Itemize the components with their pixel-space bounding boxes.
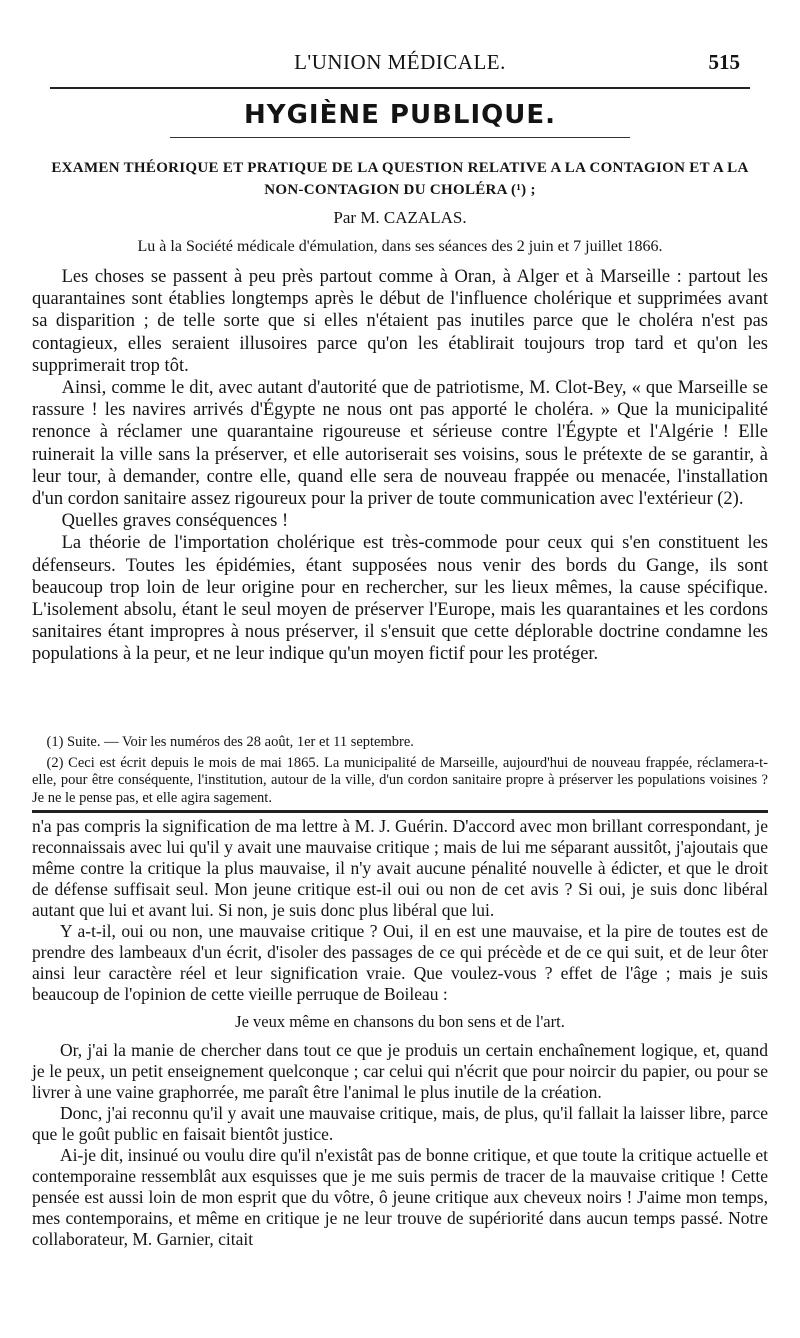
footnote: (2) Ceci est écrit depuis le mois de mai 1865. La municipalité de Marseille, aujourd'hui de nouveau frappée, réclamera-t-elle, pour être conséquente, l'institution, autour de la ville, d'un cordon sanitaire propre à préserver les populations voisines ? Je ne le pense pas, et elle agira sagement.: [32, 754, 768, 806]
verse-quote: Je veux même en chansons du bon sens et de l'art.: [235, 1012, 565, 1031]
paragraph: Les choses se passent à peu près partout comme à Oran, à Alger et à Marseille : partout les quarantaines sont établies longtemps après le début de l'influence cholérique et supprimées avant sa disparition ; de telle sorte que si elles n'étaient pas inutiles parce que le choléra n'est pas contagieux, elles seraient illusoires parce qu'on les établirait toujours trop tard et qu'on les supprimerait trop tôt.: [32, 267, 768, 376]
paragraph: Y a-t-il, oui ou non, une mauvaise critique ? Oui, il en est une mauvaise, et la pire de toutes est de prendre des lambeaux d'un écrit, d'isoler des passages de ce qui précède et de ce qui suit, et de leur ôter ainsi leur caractère réel et leur signification vraie. Que voulez-vous ? effet de l'âge ; mais je suis beaucoup de l'opinion de cette vieille perruque de Boileau :: [32, 921, 768, 1004]
feuilleton-rule: [32, 810, 768, 813]
journal-title: L'UNION MÉDICALE.: [294, 50, 506, 74]
section-heading: HYGIÈNE PUBLIQUE.: [243, 100, 556, 130]
running-header: [60, 50, 740, 80]
article-author: Par M. CAZALAS.: [333, 208, 467, 227]
paragraph: n'a pas compris la signification de ma lettre à M. J. Guérin. D'accord avec mon brillant correspondant, je reconnaissais avec lui qu'il y avait une mauvaise critique ; mais de lui me séparant aussitôt, j'ajoutais que même contre la critique la plus mauvaise, il n'y avait aucune pénalité nouvelle à édicter, et que le droit de défense suffisait seul. Mon jeune critique est-il oui ou non de cet avis ? Si oui, je suis donc libéral autant que lui et avant lui. Si non, je suis donc plus libéral que lui.: [32, 816, 768, 920]
paragraph: Quelles graves conséquences !: [61, 511, 289, 532]
header-rule: [50, 87, 750, 89]
article-title: EXAMEN THÉORIQUE ET PRATIQUE DE LA QUESTION RELATIVE A LA CONTAGION ET A LA NON-CONTAGION DU CHOLÉRA (¹) ;: [51, 160, 749, 198]
footnotes: [32, 734, 768, 810]
section-rule: [170, 137, 630, 138]
paragraph: La théorie de l'importation cholérique est très-commode pour ceux qui s'en constituent les défenseurs. Toutes les épidémies, étant supposées nous venir des bords du Gange, ils sont beaucoup trop loin de leur origine pour en rechercher, sur les lieux mêmes, la cause spécifique. L'isolement absolu, étant le seul moyen de préserver l'Europe, mais les quarantaines et les cordons sanitaires étant impropres à nous préserver, il s'ensuit que cette déplorable doctrine condamne les populations à la peur, et ne leur indique qu'un moyen fictif pour les protéger.: [32, 533, 768, 665]
footnote: (1) Suite. — Voir les numéros des 28 août, 1er et 11 septembre.: [46, 734, 414, 750]
article-body: [32, 266, 768, 666]
paragraph: Ainsi, comme le dit, avec autant d'autorité que de patriotisme, M. Clot-Bey, « que Marseille se rassure ! les navires arrivés d'Égypte ne nous ont pas apporté le choléra. » Que la municipalité renonce à réclamer une quarantaine rigoureuse et sérieuse contre l'Égypte et l'Algérie ! Elle ruinerait la ville sans la préserver, et elle autoriserait ses voisins, sous le prétexte de se garantir, à leur tour, à demander, contre elle, quand elle sera de nouveau frappée ou menacée, l'installation d'un cordon sanitaire assez rigoureux pour la priver de toute communication avec l'extérieur (2).: [32, 378, 768, 510]
page-number: 515: [708, 50, 740, 74]
paragraph: Ai-je dit, insinué ou voulu dire qu'il n'existât pas de bonne critique, et que toute la critique actuelle et contemporaine ressemblât aux esquisses que je me suis permis de tracer de la mauvaise critique ! Cette pensée est aussi loin de mon esprit que du vôtre, ô jeune critique aux cheveux noirs ! J'aime mon temps, mes contemporains, et même en critique je ne leur trouve de supériorité dans aucun temps passé. Notre collaborateur, M. Garnier, citait: [32, 1145, 768, 1249]
paragraph: Or, j'ai la manie de chercher dans tout ce que je produis un certain enchaînement logique, et, quand je le peux, un petit enseignement quelconque ; car celui qui n'écrit que pour noircir du papier, ou pour se livrer à une vaine graphorrée, me paraît être l'animal le plus inutile de la création.: [32, 1040, 768, 1102]
feuilleton-body: [32, 816, 768, 1250]
article-read-note: Lu à la Société médicale d'émulation, dans ses séances des 2 juin et 7 juillet 1866.: [137, 238, 663, 255]
paragraph: Donc, j'ai reconnu qu'il y avait une mauvaise critique, mais, de plus, qu'il fallait la laisser libre, parce que le goût public en faisait bientôt justice.: [32, 1103, 768, 1144]
